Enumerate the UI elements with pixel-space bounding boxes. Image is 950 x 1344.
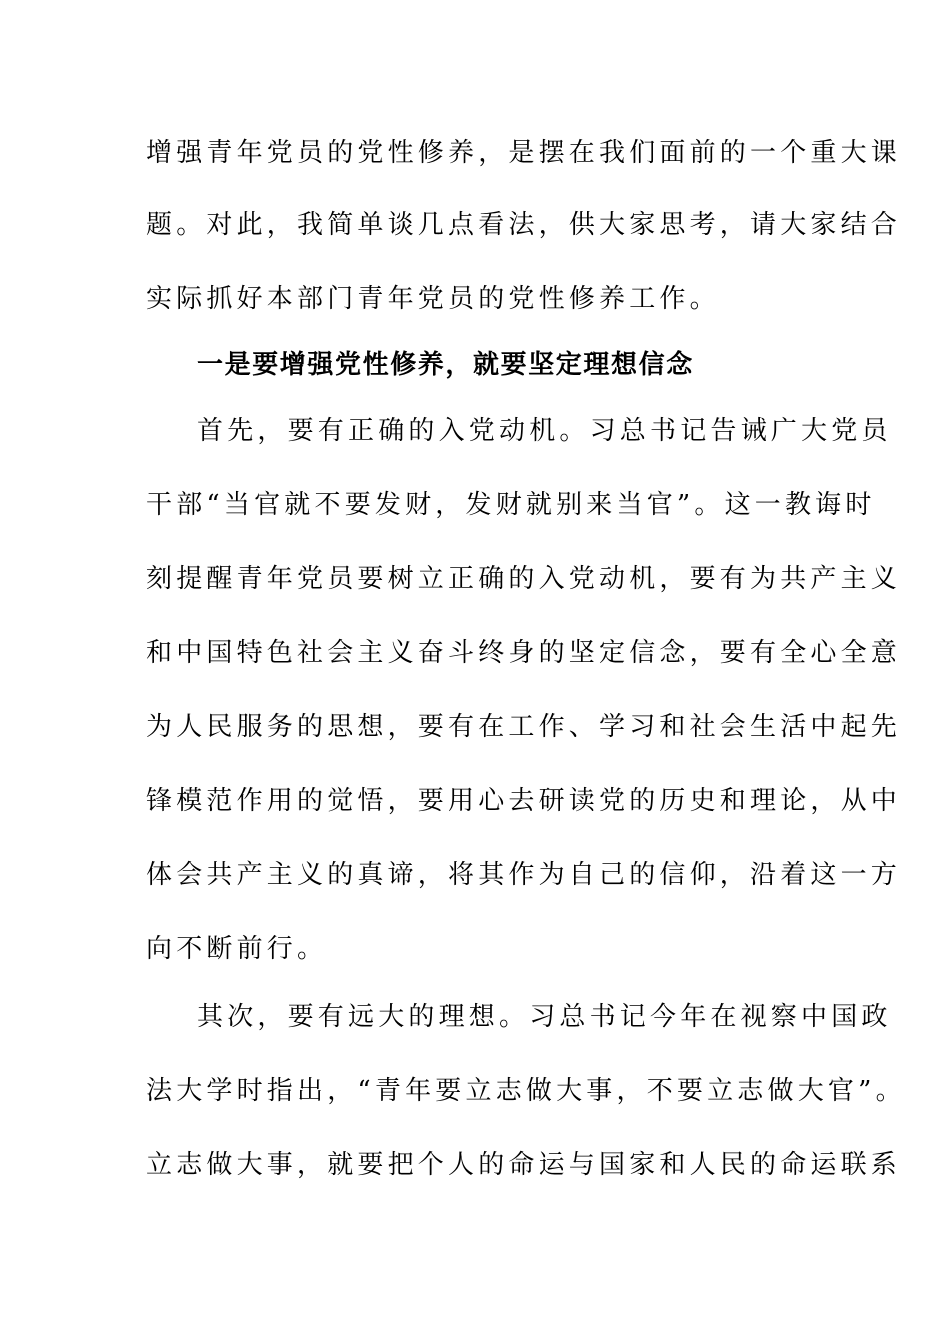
paragraph-line: 和中国特色社会主义奋斗终身的坚定信念，要有全心全意 [146, 638, 902, 668]
paragraph-line: 刻提醒青年党员要树立正确的入党动机，要有为共产主义 [146, 564, 902, 594]
paragraph-line: 干部“当官就不要发财，发财就别来当官”。这一教诲时 [146, 490, 876, 520]
paragraph-line: 锋模范作用的觉悟，要用心去研读党的历史和理论，从中 [146, 786, 902, 816]
paragraph-line: 立志做大事，就要把个人的命运与国家和人民的命运联系 [146, 1150, 902, 1180]
paragraph-line: 为人民服务的思想，要有在工作、学习和社会生活中起先 [146, 712, 902, 742]
paragraph-line: 增强青年党员的党性修养，是摆在我们面前的一个重大课 [146, 138, 902, 168]
paragraph-line: 其次，要有远大的理想。习总书记今年在视察中国政 [197, 1002, 892, 1032]
paragraph-line: 法大学时指出，“青年要立志做大事，不要立志做大官”。 [146, 1076, 906, 1106]
paragraph-line: 首先，要有正确的入党动机。习总书记告诫广大党员 [197, 416, 892, 446]
paragraph-line: 实际抓好本部门青年党员的党性修养工作。 [146, 284, 720, 314]
paragraph-line: 体会共产主义的真谛，将其作为自己的信仰，沿着这一方 [146, 860, 902, 890]
paragraph-line: 向不断前行。 [146, 934, 328, 964]
paragraph-line: 题。对此，我简单谈几点看法，供大家思考，请大家结合 [146, 210, 902, 240]
section-heading: 一是要增强党性修养，就要坚定理想信念 [197, 350, 694, 380]
